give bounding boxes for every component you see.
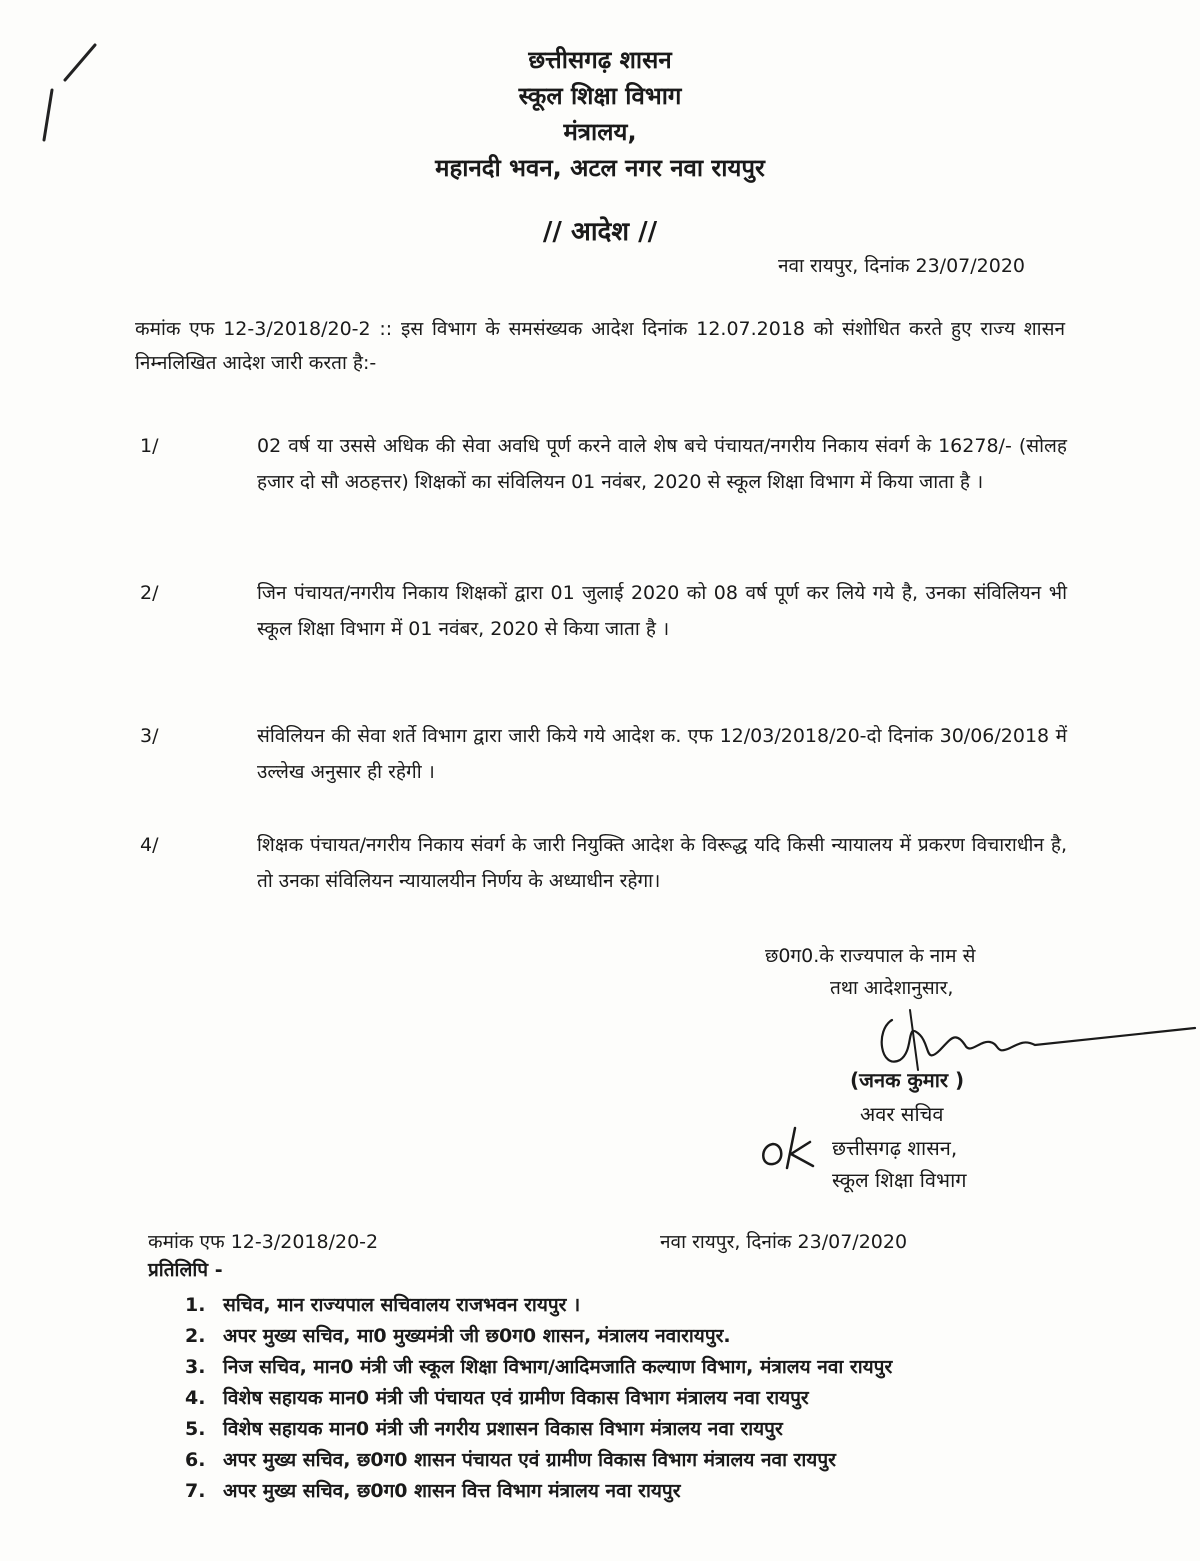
copy-label: प्रतिलिपि -	[148, 1259, 223, 1281]
copy-recipient-text: अपर मुख्य सचिव, मा0 मुख्यमंत्री जी छ0ग0 शासन, मंत्रालय नवारायपुर.	[223, 1325, 731, 1347]
copy-recipient-number: 6.	[185, 1449, 206, 1471]
letterhead-ministry: मंत्रालय,	[563, 118, 637, 146]
copy-recipient-number: 2.	[185, 1325, 206, 1347]
order-item-text: जिन पंचायत/नगरीय निकाय शिक्षकों द्वारा 01 जुलाई 2020 को 08 वर्ष पूर्ण कर लिये गये है, उनका संविलियन भी स्कूल शिक्षा विभाग में 01 नवंबर, 2020 से किया जाता है ।	[257, 582, 1067, 640]
copy-recipient-text: अपर मुख्य सचिव, छ0ग0 शासन वित्त विभाग मंत्रालय नवा रायपुर	[223, 1480, 681, 1502]
signatory-designation: अवर सचिव	[860, 1102, 944, 1126]
copy-recipient-text: विशेष सहायक मान0 मंत्री जी नगरीय प्रशासन विकास विभाग मंत्रालय नवा रायपुर	[223, 1418, 783, 1440]
order-intro: कमांक एफ 12-3/2018/20-2 :: इस विभाग के समसंख्यक आदेश दिनांक 12.07.2018 को संशोधित करते हुए राज्य शासन निम्नलिखित आदेश जारी करता है:-	[135, 318, 1065, 374]
order-item-number: 4/	[140, 834, 159, 856]
pen-margin-mark	[30, 40, 100, 150]
signatory-government: छत्तीसगढ़ शासन,	[832, 1136, 958, 1160]
letterhead	[300, 42, 900, 186]
copy-recipient	[185, 1321, 1085, 1352]
copy-recipient	[185, 1352, 1085, 1383]
copy-recipient-number: 5.	[185, 1418, 206, 1440]
signatory-department: स्कूल शिक्षा विभाग	[832, 1168, 967, 1192]
order-item-number: 2/	[140, 582, 159, 604]
copy-recipient-text: अपर मुख्य सचिव, छ0ग0 शासन पंचायत एवं ग्रामीण विकास विभाग मंत्रालय नवा रायपुर	[223, 1449, 836, 1471]
copy-recipient-number: 7.	[185, 1480, 206, 1502]
signature-authority-line2: तथा आदेशानुसार,	[830, 977, 954, 999]
copy-recipient	[185, 1383, 1085, 1414]
copy-recipient	[185, 1476, 1085, 1507]
order-item-text: शिक्षक पंचायत/नगरीय निकाय संवर्ग के जारी नियुक्ति आदेश के विरूद्ध यदि किसी न्यायालय में प्रकरण विचाराधीन है, तो उनका संविलियन न्यायालयीन निर्णय के अध्याधीन रहेगा।	[257, 834, 1067, 892]
copy-recipient-text: निज सचिव, मान0 मंत्री जी स्कूल शिक्षा विभाग/आदिमजाति कल्याण विभाग, मंत्रालय नवा रायपुर	[223, 1356, 893, 1378]
letterhead-address: महानदी भवन, अटल नगर नवा रायपुर	[435, 154, 765, 182]
copy-recipient	[185, 1445, 1085, 1476]
order-item-number: 1/	[140, 435, 159, 457]
copy-recipient-number: 4.	[185, 1387, 206, 1409]
order-title: // आदेश //	[542, 217, 658, 247]
copy-recipient-number: 3.	[185, 1356, 206, 1378]
copy-recipient-list	[185, 1290, 1085, 1507]
copy-recipient-text: सचिव, मान राज्यपाल सचिवालय राजभवन रायपुर ।	[223, 1294, 581, 1316]
letterhead-department: स्कूल शिक्षा विभाग	[518, 82, 682, 110]
copy-recipient	[185, 1290, 1085, 1321]
order-item-text: 02 वर्ष या उससे अधिक की सेवा अवधि पूर्ण करने वाले शेष बचे पंचायत/नगरीय निकाय संवर्ग के 16278/- (सोलह हजार दो सौ अठहत्तर) शिक्षकों का संविलियन 01 नवंबर, 2020 से स्कूल शिक्षा विभाग में किया जाता है ।	[257, 435, 1067, 493]
copy-recipient-text: विशेष सहायक मान0 मंत्री जी पंचायत एवं ग्रामीण विकास विभाग मंत्रालय नवा रायपुर	[223, 1387, 809, 1409]
copy-date: नवा रायपुर, दिनांक 23/07/2020	[660, 1231, 908, 1253]
order-dateline: नवा रायपुर, दिनांक 23/07/2020	[777, 255, 1025, 277]
copy-recipient-number: 1.	[185, 1294, 206, 1316]
signature-authority-line1: छ0ग0.के राज्यपाल के नाम से	[765, 945, 976, 967]
copy-reference-number: कमांक एफ 12-3/2018/20-2	[148, 1231, 379, 1253]
handwritten-ok-mark	[755, 1122, 825, 1172]
letterhead-government: छत्तीसगढ़ शासन	[528, 46, 672, 74]
order-item-text: संविलियन की सेवा शर्ते विभाग द्वारा जारी किये गये आदेश क. एफ 12/03/2018/20-दो दिनांक 30/06/2018 में उल्लेख अनुसार ही रहेगी ।	[257, 725, 1067, 783]
copy-recipient	[185, 1414, 1085, 1445]
signatory-name: (जनक कुमार )	[850, 1068, 965, 1092]
order-item-number: 3/	[140, 725, 159, 747]
